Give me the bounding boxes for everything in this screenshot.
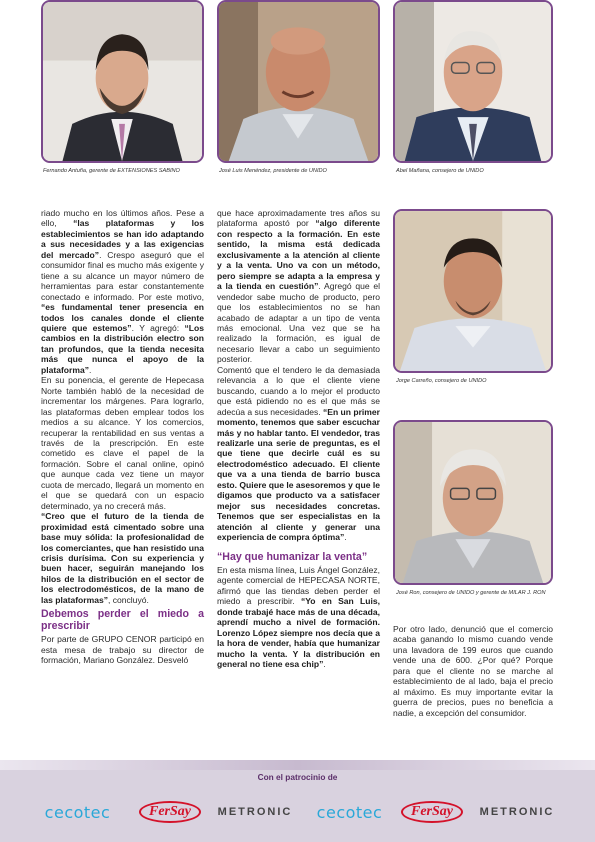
photo-jose-luis [217,0,380,163]
section-heading-perder-miedo: Debemos perder el miedo a prescribir [41,608,204,632]
col2-paragraph-1 [217,208,380,365]
metronic-logo-2: METRONIC [479,806,555,818]
photo-fernando [41,0,204,163]
fersay-logo [130,799,210,825]
col2-p3-text-a: En esta misma línea, Luis Ángel González, agente comercial de HEPECASA NORTE, afirmó que las tiendas deben perder el miedo a prescribir. [217,565,380,607]
portrait-abel-image [395,2,551,161]
col2-p1-text-a: que hace aproximadamente tres años su plataforma apostó por [217,208,380,229]
col1-paragraph-1 [41,208,204,375]
portrait-jose-ron-image [395,422,551,583]
col1-p1-quote-1: “las plataformas y los establecimientos se han ido adaptando a sus necesidades y a las exigencias del mercado” [41,218,204,260]
photo-jose-ron [393,420,553,585]
cecotec-logo: cecotec [44,802,111,822]
portrait-jorge-image [395,211,551,371]
col2-paragraph-3 [217,565,380,670]
col1-paragraph-3 [41,511,204,605]
cecotec-logo-2: cecotec [316,802,383,822]
col2-p1-quote: “algo diferente con respecto a la formación. En este sentido, la misma está dedicada exclusivamente a la atención al cliente y a la venta. Uno va con un método, pero siempre se adapta a la empresa y a la tienda en cuestión” [217,218,380,292]
sponsor-title: Con el patrocinio de [257,772,338,782]
col1-p1-quote-2: “es fundamental tener presencia en todos los canales donde el cliente quiere que estemos” [41,302,204,333]
metronic-logo: METRONIC [217,806,293,818]
col1-p1-quote-3: “Los cambios en la distribución electro son tan profundos, que la tienda necesita más que nunca el apoyo de la plataforma” [41,322,204,375]
col1-p3-text: , concluyó. [107,594,149,605]
caption-jose-luis: José Luis Menéndez, presidente de UNIDO [219,168,327,174]
section-heading-humanizar: “Hay que humanizar la venta” [217,550,368,563]
col2-p2-text-c: . [344,532,347,543]
article-column-1 [41,208,204,666]
col2-p3-text-c: . [323,659,326,670]
article-column-3 [393,624,553,718]
col1-p1-text-g: . [88,364,92,375]
col2-p3-quote: “Yo en San Luis, donde trabajé hace más de una década, aprendí mucho a nivel de formación. Lorenzo López siempre nos decía que a la hora de vender, había que humanizar mucho la venta. Y la distribución en general no tiene esa chip” [217,596,381,670]
caption-fernando: Fernando Antuña, gerente de EXTENSIONES SABINO [43,168,180,174]
portrait-fernando-image [43,2,202,161]
footer-band [0,760,595,770]
fersay-logo-text: FerSay [139,801,201,823]
portrait-jose-luis-image [219,2,378,161]
article-column-2 [217,208,380,670]
col1-paragraph-2: En su ponencia, el gerente de Hepecasa Norte también habló de la necesidad de incrementar los márgenes. Para lograrlo, las plataformas deben emplear todos los medios a su alcance. Y los comercios, recuperar la rentabilidad en sus ventas a través de la prescripción. En este cometido es clave el papel de la formación. Sobre el canal online, opinó que aunque cada vez tiene un mayor cuota de mercado, llegará un momento en el que se quedará con un espacio determinado, ya no crecerá más. [41,375,204,511]
col2-paragraph-2 [217,365,380,543]
photo-jorge [393,209,553,373]
col1-p1-text-e: . Y agregó: [131,322,185,333]
col2-p2-text-a: Comentó que el tendero le da demasiada relevancia a lo que el cliente viene buscando, cuando a lo mejor el producto que está pidiendo no es el que más se adecúa a sus necesidades. [217,364,380,417]
caption-jose-ron: José Ron, consejero de UNIDO y gerente de MILAR J. RON [396,590,546,596]
caption-jorge: Jorge Carreño, consejero de UNIDO [396,378,487,384]
col2-p1-text-c: . Agregó que el vendedor sabe mucho de producto, pero que los establecimientos no se han acabado de adaptar a un tipo de venta más emocional. Una vez que se ha realizado la formación, es igual de necesario llevar a cabo un seguimiento posterior. [217,281,380,365]
col2-p2-quote: “En un primer momento, tenemos que saber escuchar más y no hablar tanto. El vendedor, tras realizarle una serie de preguntas, es el que tiene que decirle cuál es su electrodoméstico adecuado. El cliente que va a una tienda de barrio busca esto. Quiere que le asesoremos y que le digamos que producto va a satisfacer mejor sus necesidades concretas. Tenemos que ser especialistas en la atención al cliente y generar una experiencia de compra óptima” [217,406,380,543]
col3-paragraph-1: Por otro lado, denunció que el comercio acaba ganando lo mismo cuando vende una lavadora de 199 euros que cuando vende una de 600. ¿Por qué? Porque para que el cliente no se marche al establecimiento de al lado, baja el precio al máximo. Es muy importante evitar la guerra de precios, pues no beneficia a nadie, a excepción del consumidor. [393,624,553,718]
col1-p3-quote: “Creo que el futuro de la tienda de proximidad está cimentado sobre una base muy sólida: la profesionalidad de los comerciantes, que han resistido una crisis durísima. Con su experiencia y buen hacer, seguirán manejando los hilos de la distribución en el sector de los electrodomésticos, de la mano de las plataformas” [41,511,204,605]
fersay-logo-2-text: FerSay [401,801,463,823]
col1-p1-text-a: riado mucho en los últimos años. Pese a ello, [41,208,204,229]
col1-p1-text-c: . Crespo aseguró que el consumidor final es mucho más exigente y tiene a su alcance un mayor número de herramientas para estar constantemente conectado e informado. Por este motivo, [41,249,204,302]
caption-abel: Abel Mañana, consejero de UNIDO [396,168,484,174]
photo-abel [393,0,553,163]
col1-paragraph-4: Por parte de GRUPO CENOR participó en esta mesa de trabajo su director de formación, Mariano González. Desveló [41,634,204,666]
fersay-logo-2 [392,799,472,825]
